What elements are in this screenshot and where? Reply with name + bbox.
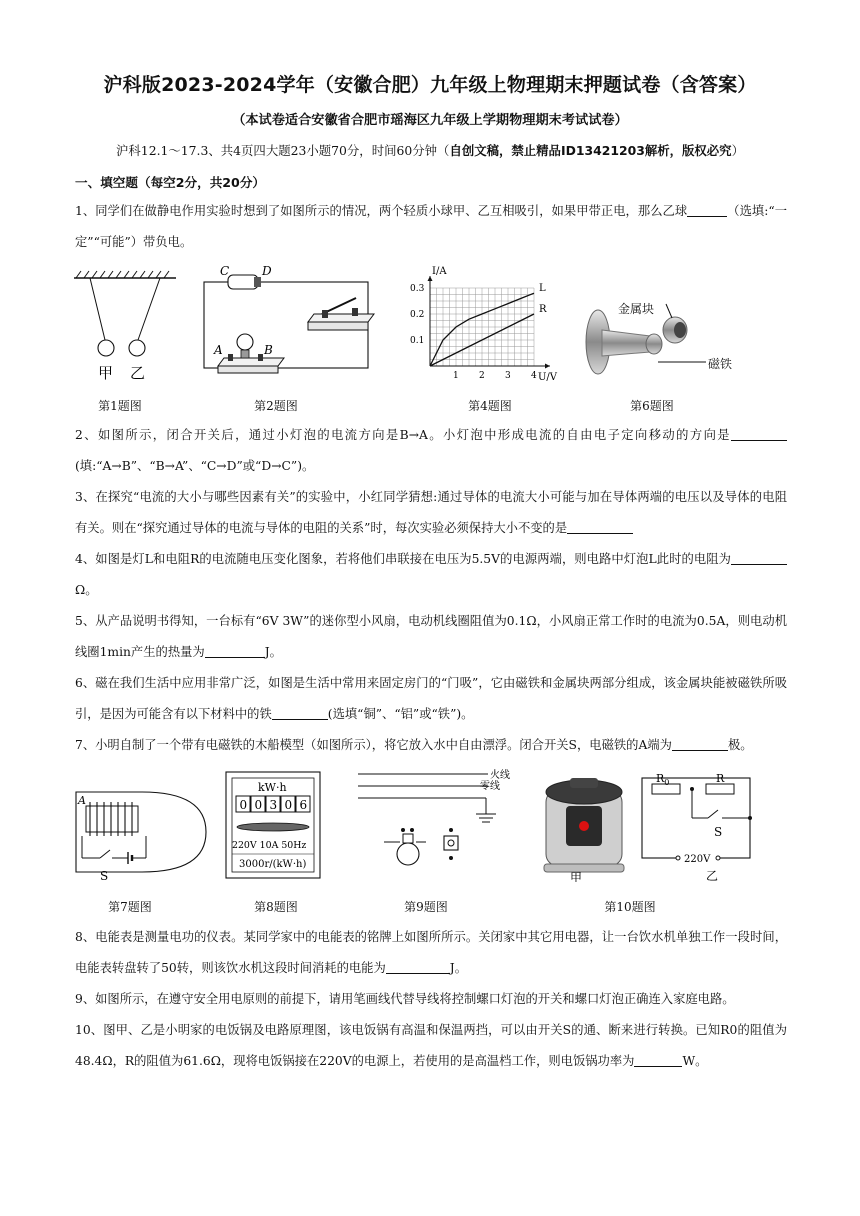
meter-digit: 0 bbox=[254, 798, 263, 812]
magnet-label: 磁铁 bbox=[708, 357, 733, 371]
series-label-L: L bbox=[539, 283, 546, 295]
question-8-text: 8、电能表是测量电功的仪表。某同学家中的电能表的铭牌上如图所所示。关闭家中其它用电器，让一台饮水机单独工作一段时间，电能表转盘转了50转，则该饮水机这段时间消耗的电能为 bbox=[75, 930, 787, 975]
meter-digits bbox=[236, 796, 310, 812]
meter-rate: 3000r/(kW·h) bbox=[239, 859, 307, 870]
answer-blank[interactable] bbox=[731, 426, 787, 441]
question-5-text-end: J。 bbox=[264, 645, 282, 659]
figure-1-balls bbox=[72, 268, 182, 388]
caption-figure-7: 第7题图 bbox=[108, 900, 152, 914]
meter-digit: 0 bbox=[239, 798, 248, 812]
r0-letter: R bbox=[656, 772, 665, 785]
page-subtitle: （本试卷适合安徽省合肥市瑶海区九年级上学期物理期末考试试卷） bbox=[232, 113, 628, 128]
photo-jia-label: 甲 bbox=[570, 871, 583, 882]
x-tick-label: 3 bbox=[505, 371, 511, 381]
caption-figure-4: 第4题图 bbox=[468, 399, 512, 413]
caption-figure-2: 第2题图 bbox=[254, 399, 298, 413]
question-6-text-end: (选填“铜”、“铝”或“铁”)。 bbox=[327, 707, 474, 721]
r0-label bbox=[656, 772, 669, 787]
question-1-text-end: （选填:“一定”“可能”）带负电。 bbox=[75, 204, 788, 249]
caption-figure-6: 第6题图 bbox=[630, 399, 674, 413]
answer-blank[interactable] bbox=[634, 1052, 682, 1067]
y-tick-label: 0.3 bbox=[410, 284, 425, 294]
answer-blank[interactable] bbox=[205, 643, 265, 658]
neutral-wire-label: 零线 bbox=[480, 781, 500, 792]
caption-figure-9: 第9题图 bbox=[404, 900, 448, 914]
voltage-label: 220V bbox=[684, 854, 711, 865]
y-tick-label: 0.1 bbox=[410, 336, 425, 346]
y-tick-label: 0.2 bbox=[410, 310, 425, 320]
coil-end-a-label: A bbox=[78, 794, 86, 807]
answer-blank[interactable] bbox=[687, 202, 727, 217]
ball-jia-label: 甲 bbox=[98, 364, 114, 382]
question-7-text: 7、小明自制了一个带有电磁铁的木船模型（如图所示），将它放入水中自由漂浮。闭合开关S，电磁铁的A端为 bbox=[75, 738, 672, 752]
meter-spec: 220V 10A 50Hz bbox=[232, 840, 307, 851]
section-heading: 一、填空题（每空2分，共20分） bbox=[75, 175, 266, 190]
question-2-text: 2、如图所示，闭合开关后，通过小灯泡的电流方向是B→A。小灯泡中形成电流的自由电子定向移动的方向是 bbox=[75, 428, 731, 442]
question-5-text: 5、从产品说明书得知，一台标有“6V 3W”的迷你型小风扇，电动机线圈阻值为0.1Ω，小风扇正常工作时的电流为0.5A，则电动机线圈1min产生的热量为 bbox=[75, 614, 787, 659]
x-axis-arrow bbox=[545, 364, 550, 369]
circuit-yi-label: 乙 bbox=[706, 869, 719, 882]
label-a: A bbox=[214, 343, 223, 357]
meter-digit: 3 bbox=[269, 798, 278, 812]
question-4-text: 4、如图是灯L和电阻R的电流随电压变化图象，若将他们串联接在电压为5.5V的电源两端，则电路中灯泡L此时的电阻为 bbox=[75, 552, 731, 566]
meter-digit: 0 bbox=[284, 798, 293, 812]
meta-text: 沪科12.1～17.3、共4页四大题23小题70分，时间60分钟（ bbox=[116, 143, 450, 158]
label-d: D bbox=[262, 264, 272, 278]
question-1 bbox=[75, 196, 787, 258]
r0-subscript: 0 bbox=[664, 778, 670, 787]
metal-block-label: 金属块 bbox=[618, 302, 655, 316]
x-tick-label: 2 bbox=[479, 371, 485, 381]
meta-close: ） bbox=[731, 143, 744, 158]
question-10-text-end: W。 bbox=[682, 1054, 708, 1068]
question-7 bbox=[75, 730, 787, 761]
x-tick-label: 4 bbox=[531, 371, 537, 381]
question-1-text: 1、同学们在做静电作用实验时想到了如图所示的情况，两个轻质小球甲、乙互相吸引，如果甲带正电，那么乙球 bbox=[75, 204, 688, 218]
question-3-text: 3、在探究“电流的大小与哪些因素有关”的实验中，小红同学猜想:通过导体的电流大小可能与加在导体两端的电压以及导体的电阻有关。则在“探究通过导体的电流与导体的电阻的关系”时，每次实验必须保持大小不变的是 bbox=[75, 490, 787, 535]
answer-blank[interactable] bbox=[386, 959, 450, 974]
y-axis-label: I/A bbox=[432, 266, 447, 277]
ball-yi-label: 乙 bbox=[130, 364, 146, 382]
series-label-R: R bbox=[539, 304, 547, 315]
page-title: 沪科版2023-2024学年（安徽合肥）九年级上物理期末押题试卷（含答案） bbox=[103, 74, 757, 96]
r-label: R bbox=[716, 772, 725, 785]
switch-s-label: S bbox=[100, 869, 109, 883]
meter-unit: kW·h bbox=[258, 781, 287, 794]
x-axis-label: U/V bbox=[538, 372, 558, 383]
question-10-text: 10、图甲、乙是小明家的电饭锅及电路原理图，该电饭锅有高温和保温两挡，可以由开关S的通、断来进行转换。已知R0的阻值为48.4Ω，R的阻值为61.6Ω，现将电饭锅接在220V的电源上，若使用的是高温档工作，则电饭锅功率为 bbox=[75, 1023, 787, 1068]
x-tick-label: 1 bbox=[453, 371, 459, 381]
question-2-text-end: (填:“A→B”、“B→A”、“C→D”或“D→C”)。 bbox=[75, 459, 315, 473]
caption-figure-8: 第8题图 bbox=[254, 900, 298, 914]
figure-4-iu-chart bbox=[410, 262, 570, 386]
question-10 bbox=[75, 1015, 787, 1077]
figure-8-meter bbox=[224, 770, 324, 882]
live-wire-label: 火线 bbox=[490, 770, 510, 781]
question-7-text-end: 极。 bbox=[727, 738, 753, 752]
answer-blank[interactable] bbox=[567, 519, 633, 534]
answer-blank[interactable] bbox=[672, 736, 728, 751]
question-6 bbox=[75, 668, 787, 730]
question-4 bbox=[75, 544, 787, 606]
exam-meta bbox=[0, 141, 860, 159]
answer-blank[interactable] bbox=[272, 705, 328, 720]
figure-9-household-circuit bbox=[356, 768, 516, 884]
switch-s-label: S bbox=[714, 825, 723, 839]
question-8-text-end: J。 bbox=[449, 961, 468, 975]
meta-copyright: 自创文稿，禁止精品ID13421203解析，版权必究 bbox=[449, 143, 732, 158]
question-3 bbox=[75, 482, 787, 544]
answer-blank[interactable] bbox=[731, 550, 787, 565]
question-5 bbox=[75, 606, 787, 668]
question-9 bbox=[75, 984, 787, 1015]
label-b: B bbox=[264, 343, 273, 357]
figure-10-circuit-diagram bbox=[636, 772, 756, 882]
figure-7-boat bbox=[72, 784, 212, 884]
meter-digit: 6 bbox=[299, 798, 308, 812]
figure-10-rice-cooker-photo bbox=[536, 770, 636, 882]
label-c: C bbox=[220, 264, 230, 278]
figure-2-circuit bbox=[198, 262, 378, 382]
question-9-text: 9、如图所示，在遵守安全用电原则的前提下，请用笔画线代替导线将控制螺口灯泡的开关和螺口灯泡正确连入家庭电路。 bbox=[75, 992, 735, 1006]
question-6-text: 6、磁在我们生活中应用非常广泛，如图是生活中常用来固定房门的“门吸”，它由磁铁和金属块两部分组成，该金属块能被磁铁所吸引，是因为可能含有以下材料中的铁 bbox=[75, 676, 787, 721]
caption-figure-10: 第10题图 bbox=[604, 900, 656, 914]
caption-figure-1: 第1题图 bbox=[98, 399, 142, 413]
question-4-text-end: Ω。 bbox=[75, 583, 98, 597]
question-2 bbox=[75, 420, 787, 482]
figure-6-door-stop bbox=[580, 296, 740, 386]
question-8 bbox=[75, 922, 787, 984]
